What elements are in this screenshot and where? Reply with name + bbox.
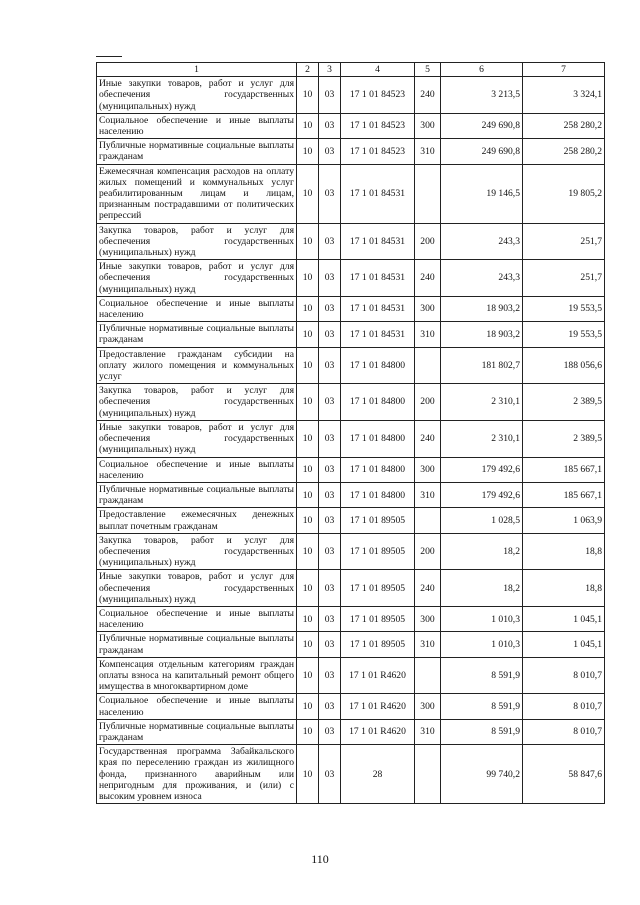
row-name: Публичные нормативные социальные выплаты гражданам (97, 632, 297, 657)
expense-type-code: 310 (415, 139, 441, 164)
target-article-code: 17 1 01 89505 (341, 632, 415, 657)
row-name: Социальное обеспечение и иные выплаты населению (97, 113, 297, 138)
target-article-code: 17 1 01 R4620 (341, 657, 415, 694)
section-code: 10 (297, 482, 319, 507)
subsection-code: 03 (319, 508, 341, 533)
target-article-code: 17 1 01 84523 (341, 77, 415, 114)
expense-type-code: 200 (415, 223, 441, 260)
row-name: Социальное обеспечение и иные выплаты населению (97, 606, 297, 631)
target-article-code: 17 1 01 84800 (341, 482, 415, 507)
section-code: 10 (297, 164, 319, 223)
expense-type-code (415, 508, 441, 533)
expense-type-code: 300 (415, 113, 441, 138)
amount-year-2: 251,7 (523, 260, 605, 297)
table-row (97, 570, 605, 607)
section-code: 10 (297, 632, 319, 657)
amount-year-1: 18,2 (441, 570, 523, 607)
target-article-code: 17 1 01 84800 (341, 420, 415, 457)
expense-type-code: 310 (415, 322, 441, 347)
table-row (97, 322, 605, 347)
column-header: 5 (415, 63, 441, 77)
target-article-code: 17 1 01 89505 (341, 606, 415, 631)
amount-year-2: 8 010,7 (523, 719, 605, 744)
section-code: 10 (297, 657, 319, 694)
expense-type-code: 300 (415, 457, 441, 482)
section-code: 10 (297, 420, 319, 457)
table-row (97, 77, 605, 114)
target-article-code: 28 (341, 745, 415, 804)
amount-year-1: 99 740,2 (441, 745, 523, 804)
column-header: 3 (319, 63, 341, 77)
amount-year-1: 181 802,7 (441, 347, 523, 384)
row-name: Иные закупки товаров, работ и услуг для обеспечения государственных (муниципальных) нужд (97, 420, 297, 457)
table-row (97, 457, 605, 482)
subsection-code: 03 (319, 77, 341, 114)
row-name: Публичные нормативные социальные выплаты гражданам (97, 482, 297, 507)
table-row (97, 139, 605, 164)
row-name: Ежемесячная компенсация расходов на оплату жилых помещений и коммунальных услуг реабилитированным лицам и лицам, признанным пострадавшими от политических репрессий (97, 164, 297, 223)
amount-year-1: 1 028,5 (441, 508, 523, 533)
row-name: Иные закупки товаров, работ и услуг для обеспечения государственных (муниципальных) нужд (97, 77, 297, 114)
amount-year-2: 258 280,2 (523, 113, 605, 138)
row-name: Иные закупки товаров, работ и услуг для обеспечения государственных (муниципальных) нужд (97, 260, 297, 297)
target-article-code: 17 1 01 84800 (341, 384, 415, 421)
row-name: Закупка товаров, работ и услуг для обеспечения государственных (муниципальных) нужд (97, 533, 297, 570)
section-code: 10 (297, 260, 319, 297)
table-row (97, 694, 605, 719)
row-name: Публичные нормативные социальные выплаты гражданам (97, 139, 297, 164)
amount-year-2: 19 553,5 (523, 296, 605, 321)
amount-year-2: 18,8 (523, 570, 605, 607)
row-name: Публичные нормативные социальные выплаты гражданам (97, 719, 297, 744)
amount-year-2: 188 056,6 (523, 347, 605, 384)
column-header: 6 (441, 63, 523, 77)
subsection-code: 03 (319, 632, 341, 657)
target-article-code: 17 1 01 84523 (341, 139, 415, 164)
expense-type-code: 200 (415, 533, 441, 570)
amount-year-2: 1 063,9 (523, 508, 605, 533)
target-article-code: 17 1 01 84523 (341, 113, 415, 138)
section-code: 10 (297, 384, 319, 421)
subsection-code: 03 (319, 420, 341, 457)
table-row (97, 482, 605, 507)
amount-year-1: 249 690,8 (441, 139, 523, 164)
amount-year-2: 1 045,1 (523, 606, 605, 631)
subsection-code: 03 (319, 657, 341, 694)
section-code: 10 (297, 296, 319, 321)
expense-type-code (415, 347, 441, 384)
column-number-row (97, 63, 605, 77)
table-row (97, 657, 605, 694)
target-article-code: 17 1 01 R4620 (341, 719, 415, 744)
amount-year-1: 19 146,5 (441, 164, 523, 223)
amount-year-2: 3 324,1 (523, 77, 605, 114)
section-code: 10 (297, 113, 319, 138)
row-name: Компенсация отдельным категориям граждан оплаты взноса на капитальный ремонт общего имущества в многоквартирном доме (97, 657, 297, 694)
table-row (97, 719, 605, 744)
target-article-code: 17 1 01 84531 (341, 223, 415, 260)
amount-year-2: 2 389,5 (523, 420, 605, 457)
subsection-code: 03 (319, 223, 341, 260)
subsection-code: 03 (319, 570, 341, 607)
expense-type-code: 240 (415, 77, 441, 114)
subsection-code: 03 (319, 694, 341, 719)
amount-year-2: 185 667,1 (523, 482, 605, 507)
table-row (97, 164, 605, 223)
amount-year-1: 1 010,3 (441, 632, 523, 657)
amount-year-2: 258 280,2 (523, 139, 605, 164)
row-name: Социальное обеспечение и иные выплаты населению (97, 694, 297, 719)
section-code: 10 (297, 457, 319, 482)
subsection-code: 03 (319, 260, 341, 297)
section-code: 10 (297, 745, 319, 804)
section-code: 10 (297, 694, 319, 719)
row-name: Публичные нормативные социальные выплаты гражданам (97, 322, 297, 347)
target-article-code: 17 1 01 84531 (341, 322, 415, 347)
amount-year-1: 8 591,9 (441, 719, 523, 744)
header-rule (96, 56, 122, 57)
section-code: 10 (297, 347, 319, 384)
column-header: 2 (297, 63, 319, 77)
expense-type-code: 200 (415, 384, 441, 421)
section-code: 10 (297, 719, 319, 744)
section-code: 10 (297, 223, 319, 260)
amount-year-1: 243,3 (441, 260, 523, 297)
target-article-code: 17 1 01 84531 (341, 260, 415, 297)
target-article-code: 17 1 01 89505 (341, 570, 415, 607)
amount-year-2: 8 010,7 (523, 657, 605, 694)
table-row (97, 508, 605, 533)
target-article-code: 17 1 01 84800 (341, 457, 415, 482)
section-code: 10 (297, 606, 319, 631)
amount-year-2: 19 805,2 (523, 164, 605, 223)
target-article-code: 17 1 01 89505 (341, 508, 415, 533)
subsection-code: 03 (319, 322, 341, 347)
amount-year-1: 2 310,1 (441, 384, 523, 421)
expense-type-code: 310 (415, 719, 441, 744)
expense-type-code: 310 (415, 632, 441, 657)
amount-year-1: 1 010,3 (441, 606, 523, 631)
amount-year-1: 2 310,1 (441, 420, 523, 457)
expense-type-code: 240 (415, 260, 441, 297)
expense-type-code: 240 (415, 420, 441, 457)
target-article-code: 17 1 01 84531 (341, 296, 415, 321)
expense-type-code: 300 (415, 606, 441, 631)
amount-year-2: 2 389,5 (523, 384, 605, 421)
expense-type-code (415, 745, 441, 804)
section-code: 10 (297, 508, 319, 533)
column-header: 7 (523, 63, 605, 77)
subsection-code: 03 (319, 347, 341, 384)
amount-year-2: 1 045,1 (523, 632, 605, 657)
expense-type-code: 310 (415, 482, 441, 507)
section-code: 10 (297, 77, 319, 114)
table-row (97, 113, 605, 138)
section-code: 10 (297, 322, 319, 347)
target-article-code: 17 1 01 89505 (341, 533, 415, 570)
target-article-code: 17 1 01 84531 (341, 164, 415, 223)
table-row (97, 347, 605, 384)
table-row (97, 296, 605, 321)
table-row (97, 533, 605, 570)
subsection-code: 03 (319, 296, 341, 321)
amount-year-1: 3 213,5 (441, 77, 523, 114)
expense-type-code (415, 164, 441, 223)
amount-year-1: 179 492,6 (441, 482, 523, 507)
subsection-code: 03 (319, 719, 341, 744)
subsection-code: 03 (319, 482, 341, 507)
amount-year-1: 249 690,8 (441, 113, 523, 138)
budget-table (96, 62, 605, 804)
subsection-code: 03 (319, 606, 341, 631)
row-name: Государственная программа Забайкальского края по переселению граждан из жилищного фонда, признанного аварийным или непригодным для проживания, и (или) с высоким уровнем износа (97, 745, 297, 804)
row-name: Закупка товаров, работ и услуг для обеспечения государственных (муниципальных) нужд (97, 223, 297, 260)
subsection-code: 03 (319, 164, 341, 223)
amount-year-2: 19 553,5 (523, 322, 605, 347)
amount-year-1: 18 903,2 (441, 296, 523, 321)
section-code: 10 (297, 533, 319, 570)
amount-year-1: 18 903,2 (441, 322, 523, 347)
page-number: 110 (311, 852, 329, 866)
subsection-code: 03 (319, 139, 341, 164)
section-code: 10 (297, 570, 319, 607)
expense-type-code (415, 657, 441, 694)
subsection-code: 03 (319, 457, 341, 482)
amount-year-2: 58 847,6 (523, 745, 605, 804)
subsection-code: 03 (319, 384, 341, 421)
row-name: Иные закупки товаров, работ и услуг для обеспечения государственных (муниципальных) нужд (97, 570, 297, 607)
table-row (97, 745, 605, 804)
subsection-code: 03 (319, 113, 341, 138)
expense-type-code: 240 (415, 570, 441, 607)
column-header: 1 (97, 63, 297, 77)
amount-year-2: 8 010,7 (523, 694, 605, 719)
section-code: 10 (297, 139, 319, 164)
row-name: Предоставление ежемесячных денежных выплат почетным гражданам (97, 508, 297, 533)
amount-year-1: 18,2 (441, 533, 523, 570)
target-article-code: 17 1 01 R4620 (341, 694, 415, 719)
table-row (97, 632, 605, 657)
amount-year-2: 251,7 (523, 223, 605, 260)
subsection-code: 03 (319, 533, 341, 570)
amount-year-1: 8 591,9 (441, 657, 523, 694)
target-article-code: 17 1 01 84800 (341, 347, 415, 384)
table-row (97, 606, 605, 631)
table-row (97, 260, 605, 297)
table-row (97, 223, 605, 260)
amount-year-1: 8 591,9 (441, 694, 523, 719)
row-name: Закупка товаров, работ и услуг для обеспечения государственных (муниципальных) нужд (97, 384, 297, 421)
row-name: Предоставление гражданам субсидии на оплату жилого помещения и коммунальных услуг (97, 347, 297, 384)
row-name: Социальное обеспечение и иные выплаты населению (97, 457, 297, 482)
column-header: 4 (341, 63, 415, 77)
table-row (97, 384, 605, 421)
amount-year-1: 243,3 (441, 223, 523, 260)
table-row (97, 420, 605, 457)
expense-type-code: 300 (415, 296, 441, 321)
expense-type-code: 300 (415, 694, 441, 719)
row-name: Социальное обеспечение и иные выплаты населению (97, 296, 297, 321)
subsection-code: 03 (319, 745, 341, 804)
amount-year-2: 185 667,1 (523, 457, 605, 482)
amount-year-1: 179 492,6 (441, 457, 523, 482)
amount-year-2: 18,8 (523, 533, 605, 570)
table-body (97, 63, 605, 804)
